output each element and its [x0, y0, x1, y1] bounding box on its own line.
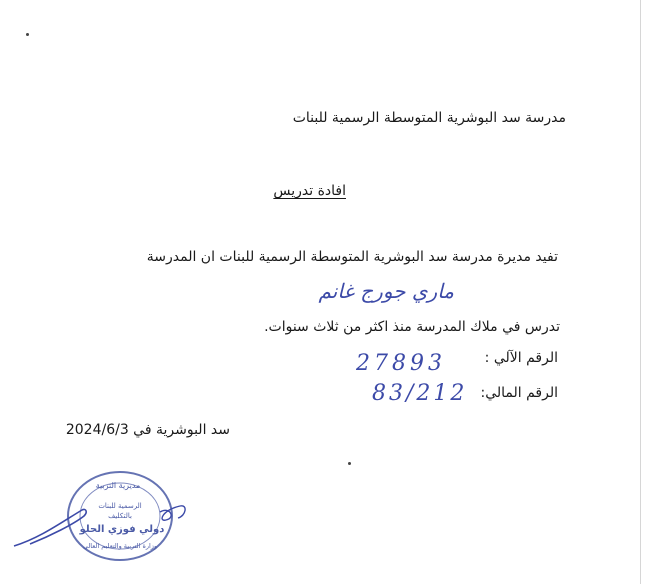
stamp-ring-bottom: وزارة التربية والتعليم العالي	[82, 542, 158, 550]
school-header: مدرسة سد البوشرية المتوسطة الرسمية للبنات	[292, 110, 566, 126]
stamp-graphic	[10, 460, 210, 580]
place-date: سد البوشرية في 2024/6/3	[65, 422, 230, 438]
automatic-number-value: 27893	[356, 351, 446, 376]
body-line: تدرس في ملاك المدرسة منذ اكثر من ثلاث سنوات.	[264, 319, 560, 335]
speck-mark	[26, 33, 29, 36]
intro-line: تفيد مديرة مدرسة سد البوشرية المتوسطة الرسمية للبنات ان المدرسة	[146, 249, 558, 265]
document-title: افادة تدريس	[273, 183, 346, 199]
stamp-name: دولي فوزي الحلو	[79, 524, 165, 535]
financial-number-label: الرقم المالي:	[480, 385, 558, 401]
signature-stroke	[14, 509, 86, 546]
stamp-line-2: بالتكليف	[108, 512, 132, 520]
page-edge-line	[640, 0, 641, 584]
stamp-line-1: الرسمية للبنات	[98, 502, 142, 510]
official-stamp	[10, 460, 210, 580]
financial-number-value: 83/212	[372, 381, 468, 406]
automatic-number-label: الرقم الآلي :	[484, 350, 558, 366]
stamp-ring-text: مديرية التربية	[95, 481, 141, 490]
speck-mark	[348, 462, 351, 465]
teacher-name-handwritten: ماري جورج غانم	[318, 279, 454, 303]
